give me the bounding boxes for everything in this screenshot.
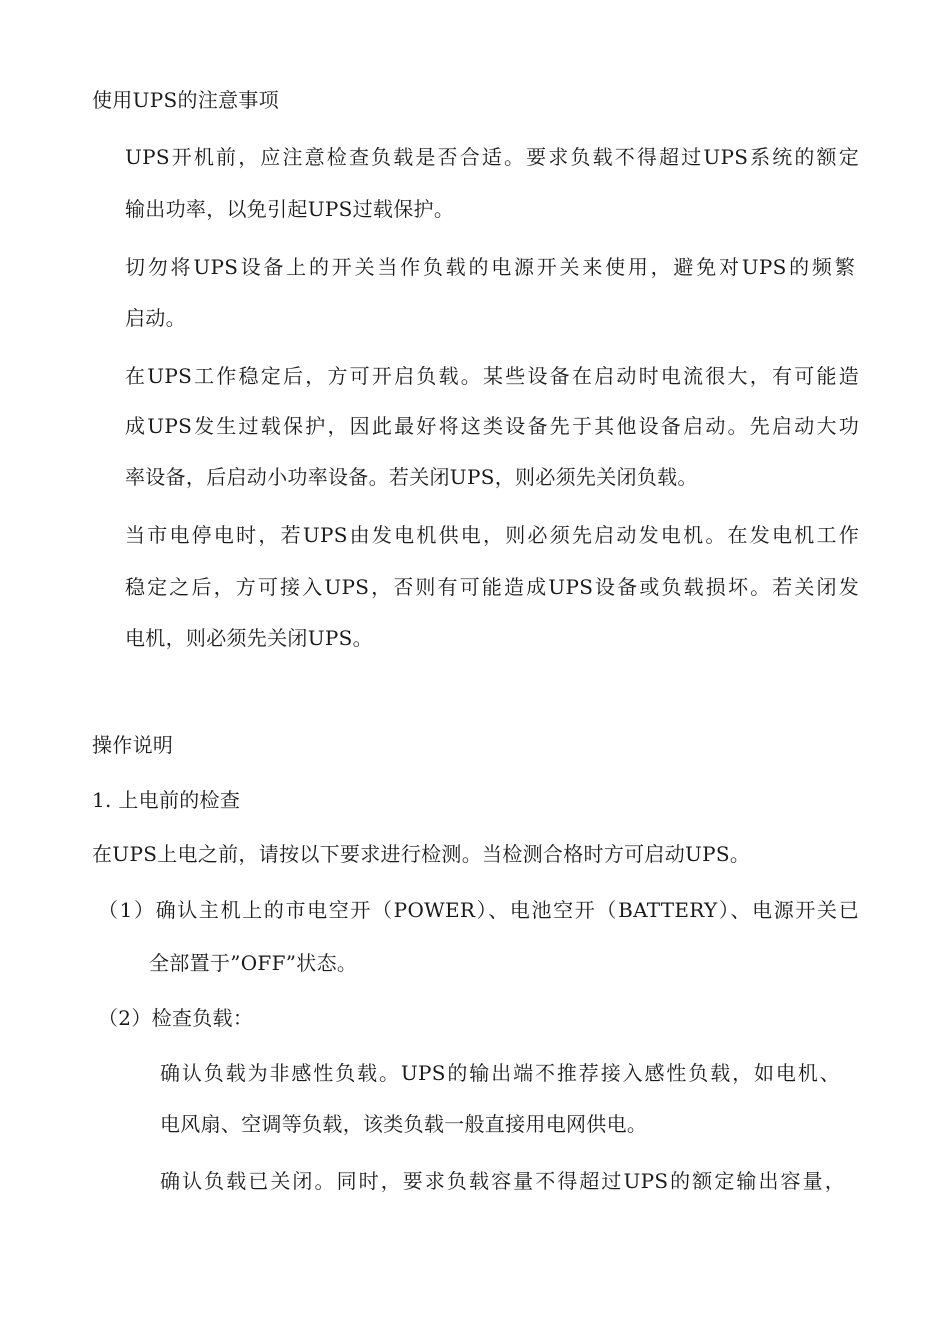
load-check-paragraph-1-line-2: 电风扇、空调等负载，该类负载一般直接用电网供电。 bbox=[160, 1112, 648, 1136]
precaution-1-line-2: 输出功率，以免引起UPS过载保护。 bbox=[125, 197, 455, 221]
section-title-ups-precautions: 使用UPS的注意事项 bbox=[92, 88, 280, 112]
section-title-operation-instructions: 操作说明 bbox=[92, 733, 174, 757]
precaution-1-line-1: UPS开机前，应注意检查负载是否合适。要求负载不得超过UPS系统的额定 bbox=[125, 145, 859, 169]
load-check-paragraph-1-line-1: 确认负载为非感性负载。UPS的输出端不推荐接入感性负载，如电机、 bbox=[160, 1061, 840, 1085]
step-1-line-2: 全部置于”OFF”状态。 bbox=[149, 951, 358, 975]
subsection-title-pre-power-check: 1. 上电前的检查 bbox=[92, 788, 241, 812]
precaution-2-line-2: 启动。 bbox=[125, 306, 186, 330]
precaution-3-line-3: 率设备，后启动小功率设备。若关闭UPS，则必须先关闭负载。 bbox=[125, 465, 698, 489]
precaution-4-line-1: 当市电停电时，若UPS由发电机供电，则必须先启动发电机。在发电机工作 bbox=[125, 523, 859, 547]
precaution-4-line-2: 稳定之后，方可接入UPS，否则有可能造成UPS设备或负载损坏。若关闭发 bbox=[125, 575, 859, 599]
precaution-3-line-2: 成UPS发生过载保护，因此最好将这类设备先于其他设备启动。先启动大功 bbox=[125, 414, 859, 438]
step-2-label: （2）检查负载： bbox=[98, 1006, 254, 1030]
pre-power-check-intro: 在UPS上电之前，请按以下要求进行检测。当检测合格时方可启动UPS。 bbox=[92, 842, 751, 866]
load-check-paragraph-2-line-1: 确认负载已关闭。同时，要求负载容量不得超过UPS的额定输出容量， bbox=[160, 1169, 845, 1193]
precaution-3-line-1: 在UPS工作稳定后，方可开启负载。某些设备在启动时电流很大，有可能造 bbox=[125, 364, 859, 388]
step-1-line-1: （1）确认主机上的市电空开（POWER）、电池空开（BATTERY）、电源开关已 bbox=[98, 898, 859, 922]
precaution-2-line-1: 切勿将UPS设备上的开关当作负载的电源开关来使用，避免对UPS的频繁 bbox=[125, 255, 855, 279]
precaution-4-line-3: 电机，则必须先关闭UPS。 bbox=[125, 626, 373, 650]
